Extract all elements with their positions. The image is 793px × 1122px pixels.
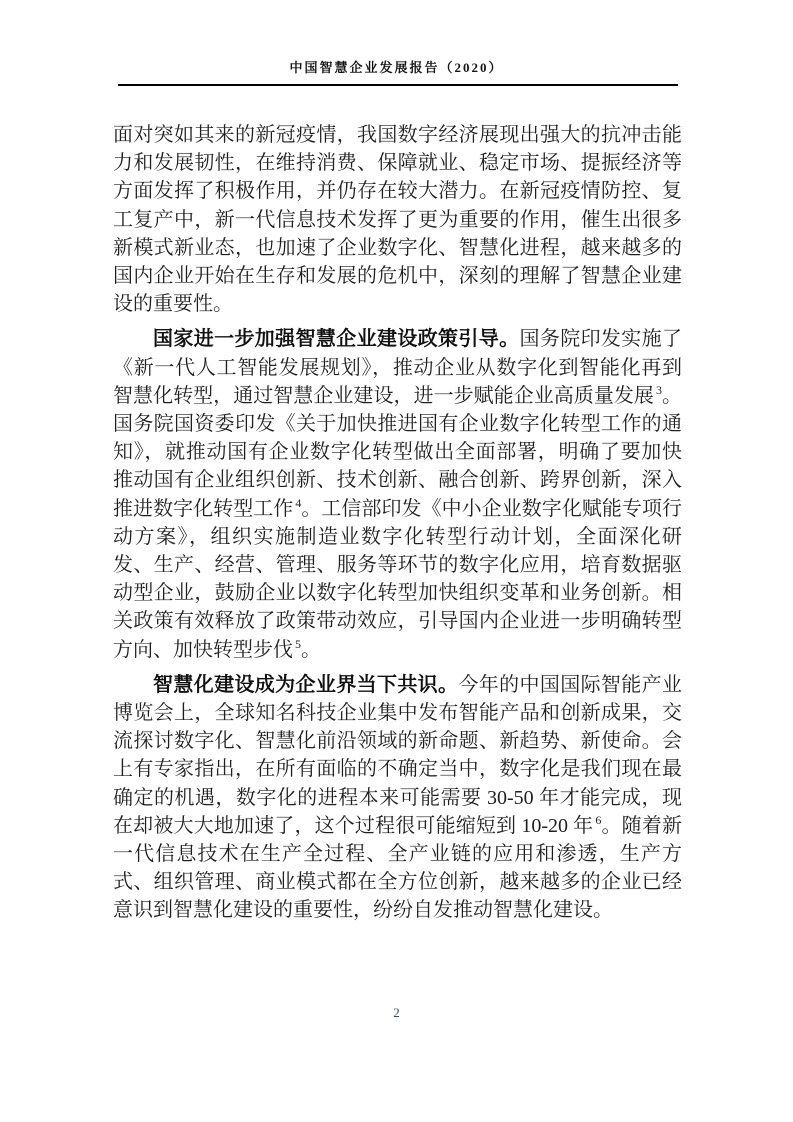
paragraph-1-text: 面对突如其来的新冠疫情，我国数字经济展现出强大的抗冲击能力和发展韧性，在维持消费、保障就业、稳定市场、提振经济等方面发挥了积极作用，并仍存在较大潜力。在新冠疫情防控、复工复产中，新一代信息技术发挥了更为重要的作用，催生出很多新模式新业态，也加速了企业数字化、智慧化进程，越来越多的国内企业开始在生存和发展的危机中，深刻的理解了智慧企业建设的重要性。 xyxy=(113,124,682,316)
paragraph-2-lead: 国家进一步加强智慧企业建设政策引导。 xyxy=(153,328,520,351)
footnote-ref-3: 3 xyxy=(655,383,662,398)
paragraph-2-body-4: 。 xyxy=(301,638,321,661)
paragraph-2-body-3: 。工信部印发《中小企业数字化赋能专项行动方案》，组织实施制造业数字化转型行动计划，全面深化研发、生产、经营、管理、服务等环节的数字化应用，培育数据驱动型企业，鼓励企业以数字化转型加快组织变革和业务创新。相关政策有效释放了政策带动效应，引导国内企业进一步明确转型方向、加快转型步伐 xyxy=(113,497,683,661)
paragraph-2-body-1: 国务院印发实施了《新一代人工智能发展规划》，推动企业从数字化到智能化再到智慧化转型，通过智慧企业建设，进一步赋能企业高质量发展 xyxy=(113,328,683,407)
footnote-ref-5: 5 xyxy=(295,637,301,651)
header-rule xyxy=(118,84,678,86)
page-header-title: 中国智慧企业发展报告（2020） xyxy=(289,60,504,75)
page-number: 2 xyxy=(393,1005,400,1020)
paragraph-2-body-2: 。国务院国资委印发《关于加快推进国有企业数字化转型工作的通知》，就推动国有企业数字化转型做出全面部署，明确了要加快推动国有企业组织创新、技术创新、融合创新、跨界创新，深入推进数字化转型工作 xyxy=(113,384,683,520)
document-body xyxy=(113,121,682,932)
paragraph-3-body-1: 今年的中国国际智能产业博览会上，全球知名科技企业集中发布智能产品和创新成果，交流探讨数字化、智慧化前沿领域的新命题、新趋势、新使命。会上有专家指出，在所有面临的不确定当中，数字化是我们现在最确定的机遇，数字化的进程本来可能需要 30-50 年才能完成，现在却被大大地加速了，这个过程很可能缩短到 10-20 年 xyxy=(113,673,683,837)
footnote-ref-4: 4 xyxy=(295,495,302,510)
paragraph-3 xyxy=(113,671,682,925)
paragraph-3-body-2: 。随着新一代信息技术在生产全过程、全产业链的应用和渗透，生产方式、组织管理、商业模式都在全方位创新，越来越多的企业已经意识到智慧化建设的重要性，纷纷自发推动智慧化建设。 xyxy=(113,814,683,922)
paragraph-2 xyxy=(113,325,682,663)
paragraph-3-lead: 智慧化建设成为企业界当下共识。 xyxy=(153,673,459,696)
paragraph-1 xyxy=(113,121,682,318)
footnote-ref-6: 6 xyxy=(595,813,602,828)
